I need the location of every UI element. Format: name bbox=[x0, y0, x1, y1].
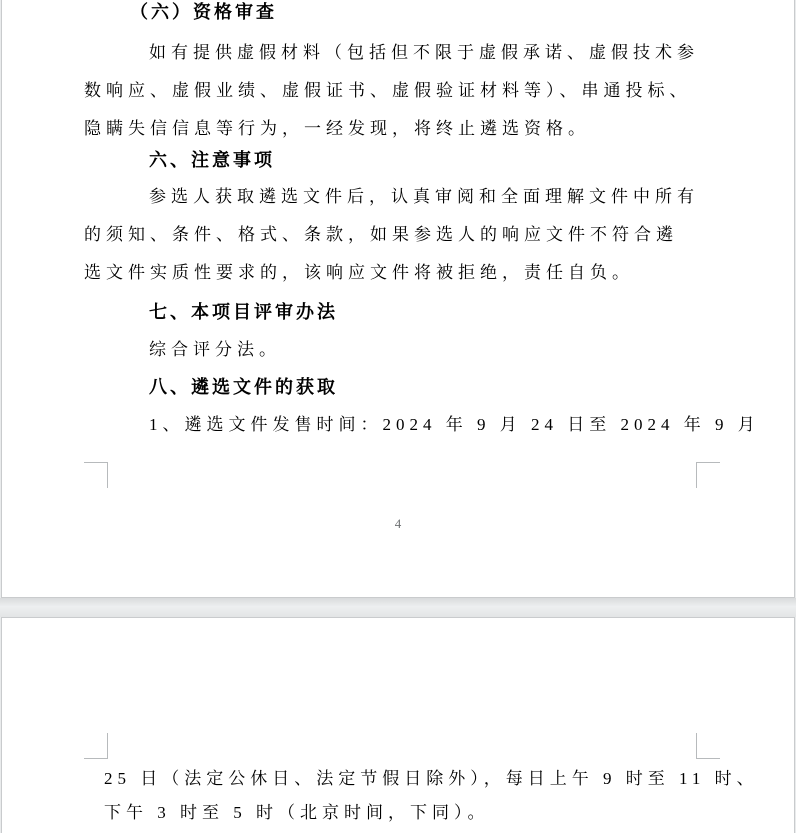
page-4-text-area[interactable] bbox=[84, 0, 760, 597]
document-line[interactable]: 数响应、虚假业绩、虚假证书、虚假验证材料等）、串通投标、 bbox=[84, 81, 692, 100]
document-line[interactable]: 七、本项目评审办法 bbox=[149, 302, 338, 322]
page-5-text-area[interactable] bbox=[84, 618, 759, 833]
document-page-4[interactable] bbox=[1, 0, 795, 598]
document-line[interactable]: 下午 3 时至 5 时（北京时间，下同）。 bbox=[104, 803, 490, 822]
corner-mark-bottom-left bbox=[84, 462, 108, 488]
document-line[interactable]: 选文件实质性要求的，该响应文件将被拒绝，责任自负。 bbox=[84, 263, 634, 282]
document-page-5[interactable] bbox=[1, 617, 795, 833]
document-line[interactable]: 25 日（法定公休日、法定节假日除外），每日上午 9 时至 11 时、 bbox=[104, 769, 759, 788]
document-line[interactable]: 1、遴选文件发售时间：2024 年 9 月 24 日至 2024 年 9 月 bbox=[149, 415, 760, 434]
corner-mark-top-right bbox=[696, 733, 720, 759]
corner-mark-top-left bbox=[84, 733, 108, 759]
page-number: 4 bbox=[394, 516, 402, 531]
document-line[interactable]: 综合评分法。 bbox=[149, 340, 281, 359]
corner-mark-bottom-right bbox=[696, 462, 720, 488]
document-line[interactable]: 参选人获取遴选文件后，认真审阅和全面理解文件中所有 bbox=[149, 187, 699, 206]
document-line[interactable]: 八、遴选文件的获取 bbox=[149, 377, 338, 397]
document-line[interactable]: （六）资格审查 bbox=[130, 2, 277, 22]
document-line[interactable]: 的须知、条件、格式、条款，如果参选人的响应文件不符合遴 bbox=[84, 225, 678, 244]
page-gap bbox=[0, 598, 796, 617]
document-line[interactable]: 如有提供虚假材料（包括但不限于虚假承诺、虚假技术参 bbox=[149, 43, 699, 62]
document-line[interactable]: 隐瞒失信信息等行为，一经发现，将终止遴选资格。 bbox=[84, 119, 590, 138]
document-line[interactable]: 六、注意事项 bbox=[149, 150, 275, 170]
